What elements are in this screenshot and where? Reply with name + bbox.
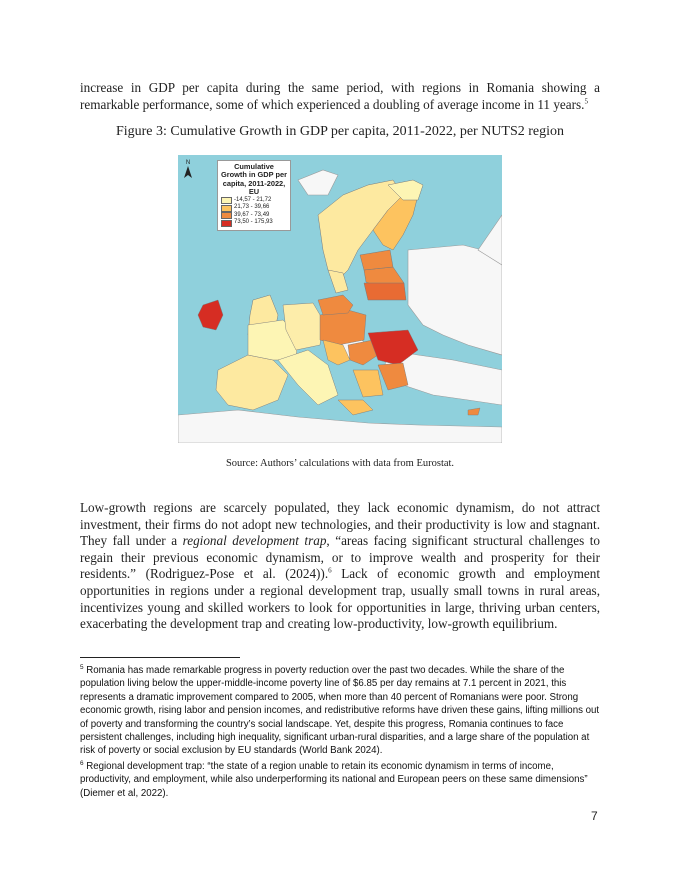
- legend-label: -14,57 - 21,72: [234, 196, 272, 203]
- footnote-number: 5: [80, 663, 84, 671]
- body-paragraph: [80, 500, 600, 633]
- intro-paragraph: [80, 80, 600, 113]
- body-term: regional development trap: [182, 533, 327, 549]
- legend-label: 21,73 - 39,66: [234, 204, 270, 211]
- legend-swatch: [221, 220, 232, 227]
- figure-source: Source: Authors’ calculations with data from Eurostat.: [225, 458, 455, 469]
- figure-title: Figure 3: Cumulative Growth in GDP per capita, 2011-2022, per NUTS2 region: [115, 124, 565, 139]
- legend-swatch: [221, 205, 232, 212]
- legend-label: 73,50 - 175,93: [234, 219, 273, 226]
- legend-swatch: [221, 212, 232, 219]
- north-arrow-icon: [182, 160, 194, 182]
- arrow-icon: [184, 166, 192, 178]
- north-label: N: [185, 160, 191, 166]
- body-text-3: Lack of economic growth and employment opportunities in regions under a regional development trap, usually small towns in rural areas, incentivizes young and skilled workers to look for opportunities in large, thriving urban centers, exacerbating the development trap and creating low-productivity, low-growth equilibrium.: [80, 566, 600, 632]
- footnote-number: 6: [80, 759, 84, 767]
- footnote-text: Romania has made remarkable progress in poverty reduction over the past two decades. While the share of the population living below the upper-middle-income poverty line of $6.85 per day remains at 7.1 percent in 2021, this represents a dramatic improvement compared to 2005, when more than 40 percent of Romanians were poor. Strong economic growth, rising labor and pension incomes, and redistributive reforms have driven these gains, lifting millions out of poverty and transforming the country’s social landscape. Yet, despite this progress, Romania continues to face persistent challenges, including high inequality, significant urban-rural disparities, and a large share of the population at risk of poverty or social exclusion by EU standards (World Bank 2024).: [80, 665, 600, 757]
- legend-item: [221, 197, 287, 205]
- footnote-ref-6[interactable]: 6: [328, 566, 332, 575]
- legend-item: [221, 219, 287, 227]
- body-text-2: , “areas facing significant structural challenges to regain their previous economic dynamism, or to improve wealth and prosperity for their residents.” (Rodriguez-Pose et al. (2024)).: [80, 533, 601, 582]
- intro-text: increase in GDP per capita during the same period, with regions in Romania showing a remarkable performance, some of which experienced a doubling of average income in 11 years.: [80, 80, 600, 112]
- legend-swatch: [221, 197, 232, 204]
- legend-item: [221, 204, 287, 212]
- map-legend: [217, 160, 291, 231]
- footnote-5: [80, 664, 605, 758]
- footnote-text: Regional development trap: “the state of a region unable to retain its economic dynamism in terms of income, productivity, and employment, while also underperforming its national and European peers on these same dimensions” (Diemer et al, 2022).: [80, 761, 588, 799]
- footnote-ref-5[interactable]: 5: [584, 97, 588, 106]
- legend-title: Cumulative Growth in GDP per capita, 2011-2022, EU: [221, 162, 287, 197]
- footnote-divider: [80, 657, 240, 658]
- page-number: 7: [591, 809, 598, 823]
- legend-item: [221, 212, 287, 220]
- body-text-1: Low-growth regions are scarcely populated, they lack economic dynamism, do not attract investment, their firms do not adopt new technologies, and their productivity is low and stagnant. They fall under a: [80, 500, 600, 549]
- footnote-6: [80, 760, 605, 800]
- legend-label: 39,67 - 73,49: [234, 211, 270, 218]
